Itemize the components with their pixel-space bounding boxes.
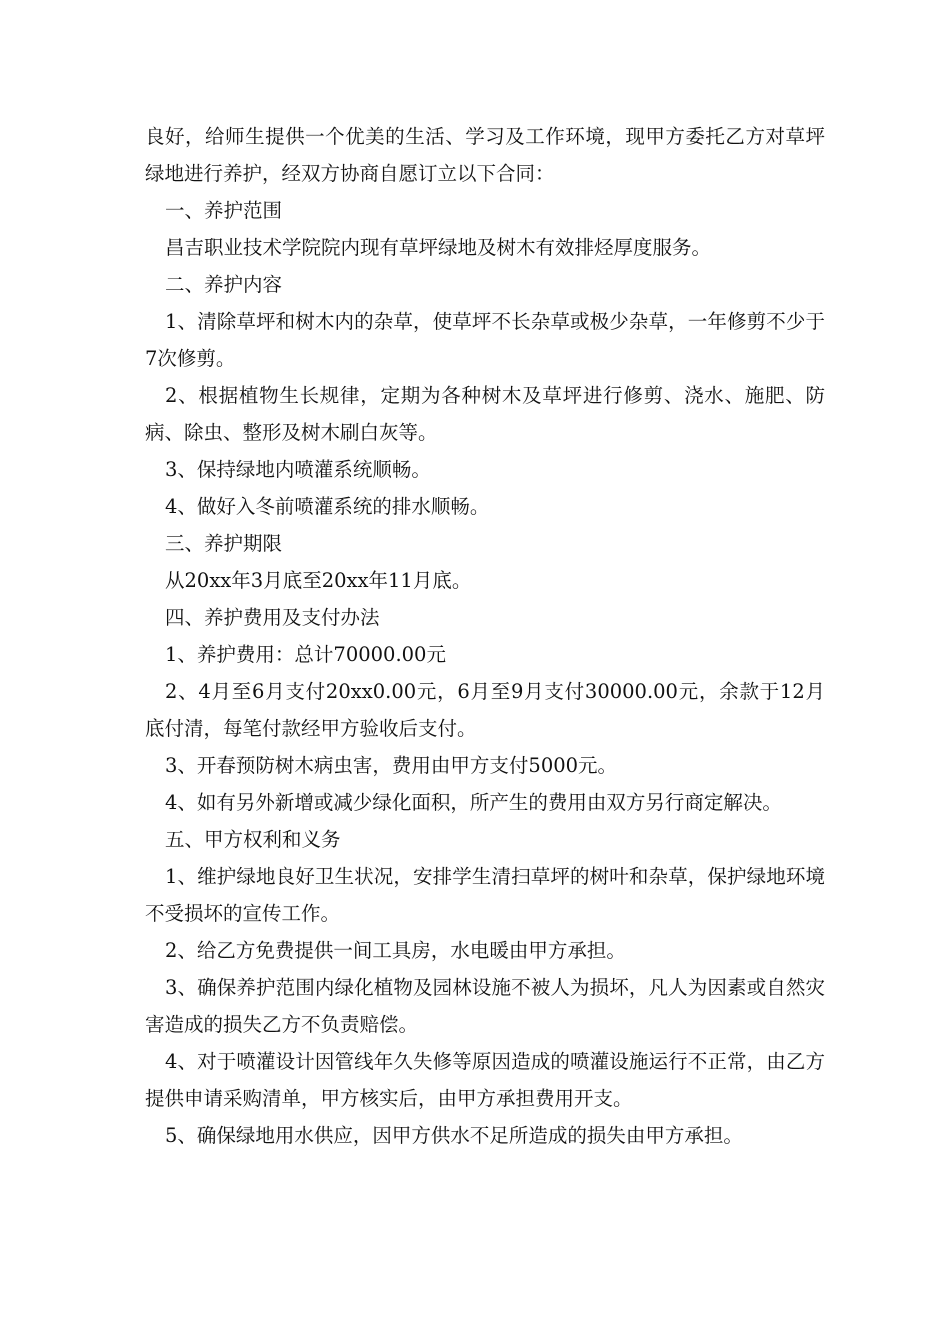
list-item-fees-4: 4、如有另外新增或减少绿化面积，所产生的费用由双方另行商定解决。 xyxy=(165,791,782,814)
list-item-fees-1: 1、养护费用：总计70000.00元 xyxy=(165,643,446,666)
document-page xyxy=(145,118,825,1154)
section-heading-scope: 一、养护范围 xyxy=(165,199,283,222)
list-item-fees-3: 3、开春预防树木病虫害，费用由甲方支付5000元。 xyxy=(165,754,618,777)
list-item-party-a-5: 5、确保绿地用水供应，因甲方供水不足所造成的损失由甲方承担。 xyxy=(165,1124,743,1147)
list-item-content-2: 2、根据植物生长规律，定期为各种树木及草坪进行修剪、浇水、施肥、防病、除虫、整形及树木刷白灰等。 xyxy=(145,384,825,444)
list-item-content-1: 1、清除草坪和树木内的杂草，使草坪不长杂草或极少杂草，一年修剪不少于7次修剪。 xyxy=(145,310,825,370)
section-heading-period: 三、养护期限 xyxy=(165,532,283,555)
section-heading-content: 二、养护内容 xyxy=(165,273,283,296)
paragraph-intro: 良好，给师生提供一个优美的生活、学习及工作环境，现甲方委托乙方对草坪绿地进行养护，经双方协商自愿订立以下合同： xyxy=(145,125,825,185)
list-item-content-3: 3、保持绿地内喷灌系统顺畅。 xyxy=(165,458,431,481)
section-heading-party-a: 五、甲方权利和义务 xyxy=(165,828,341,851)
list-item-party-a-2: 2、给乙方免费提供一间工具房，水电暖由甲方承担。 xyxy=(165,939,626,962)
list-item-fees-2: 2、4月至6月支付20xx0.00元，6月至9月支付30000.00元，余款于12月底付清，每笔付款经甲方验收后支付。 xyxy=(145,680,825,740)
list-item-party-a-3: 3、确保养护范围内绿化植物及园林设施不被人为损坏，凡人为因素或自然灾害造成的损失乙方不负责赔偿。 xyxy=(145,976,825,1036)
list-item-party-a-4: 4、对于喷灌设计因管线年久失修等原因造成的喷灌设施运行不正常，由乙方提供申请采购清单，甲方核实后，由甲方承担费用开支。 xyxy=(145,1050,825,1110)
section-heading-fees: 四、养护费用及支付办法 xyxy=(165,606,380,629)
paragraph-period: 从20xx年3月底至20xx年11月底。 xyxy=(165,569,472,592)
list-item-content-4: 4、做好入冬前喷灌系统的排水顺畅。 xyxy=(165,495,490,518)
paragraph-scope: 昌吉职业技术学院院内现有草坪绿地及树木有效排烃厚度服务。 xyxy=(165,236,712,259)
list-item-party-a-1: 1、维护绿地良好卫生状况，安排学生清扫草坪的树叶和杂草，保护绿地环境不受损坏的宣传工作。 xyxy=(145,865,825,925)
